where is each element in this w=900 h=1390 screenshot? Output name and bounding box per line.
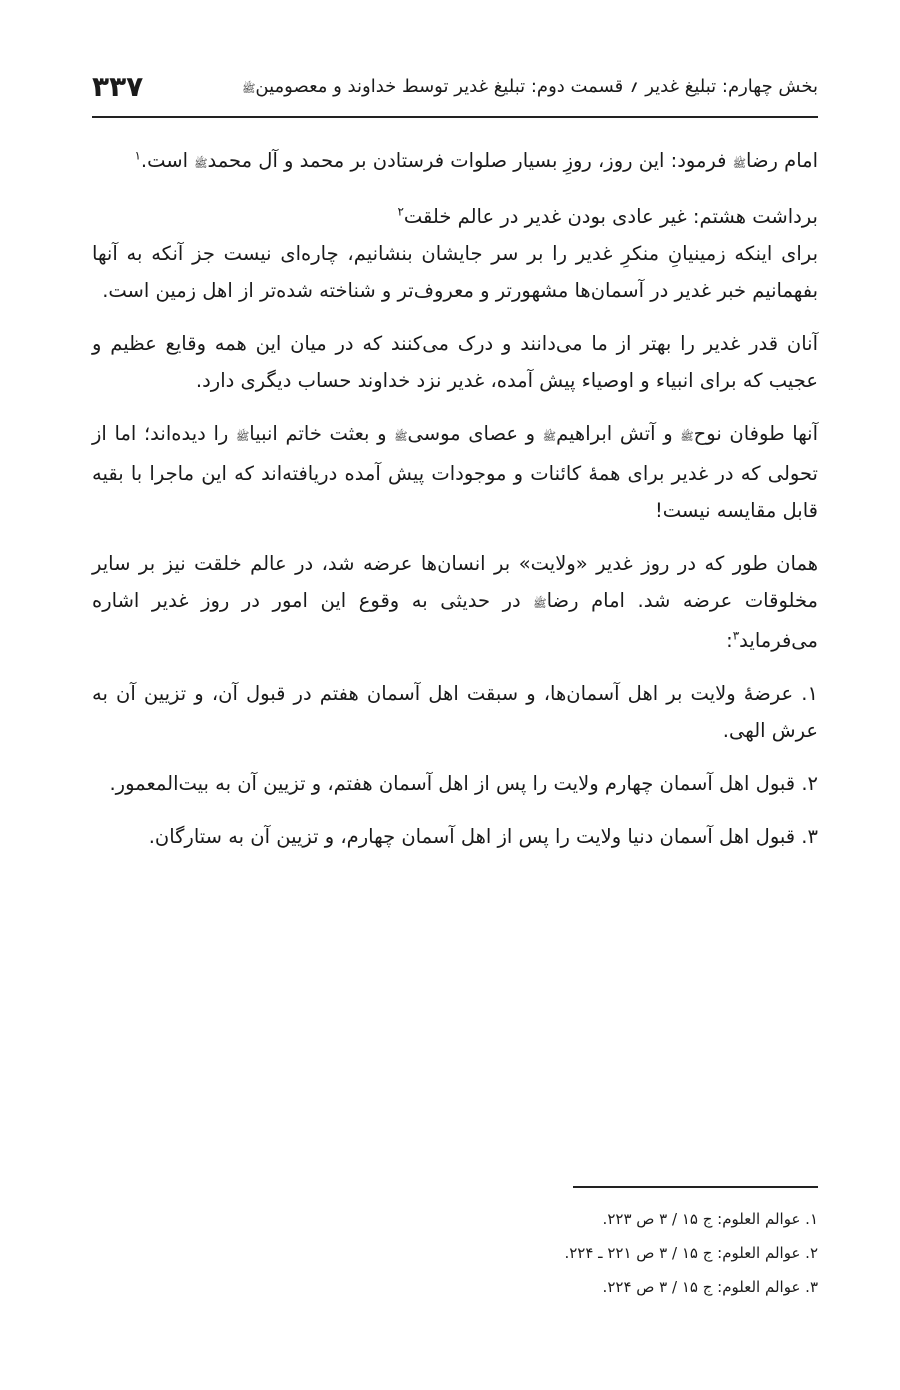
p4-text-b: و آتش ابراهیم — [556, 422, 673, 445]
honorific-symbol: ﷺ — [235, 430, 250, 443]
footnote-divider — [573, 1186, 818, 1188]
honorific-symbol: ﷺ — [242, 82, 256, 95]
honorific-symbol: ﷺ — [680, 430, 694, 443]
footnote-2: ۲. عوالم العلوم: ج ۱۵ / ۳ ص ۲۲۱ ـ ۲۲۴. — [564, 1244, 818, 1262]
p5-text-a: همان طور که در روز غدیر «ولایت» بر انسان‌ها عرضه شد، در عالم خلقت نیز بر سایر مخلوقات عرضه شد. امام رضا — [92, 552, 819, 612]
honorific-symbol: ﷺ — [542, 430, 557, 443]
p1-text-a: امام رضا — [746, 149, 818, 172]
p4-text-e: را دیده‌اند؛ اما از تحولی که در غدیر برای همهٔ کائنات و موجودات پیش آمده دریافته‌اند که این ماجرا با بقیه قابل مقایسه نیست! — [92, 422, 818, 522]
honorific-symbol: ﷺ — [533, 597, 547, 610]
p5-colon: : — [726, 629, 733, 652]
paragraph-4 — [92, 415, 818, 529]
p4-text-d: و بعثت خاتم انبیا — [249, 422, 387, 445]
list-item-3: ۳. قبول اهل آسمان دنیا ولایت را پس از اهل آسمان چهارم، و تزیین آن به ستارگان. — [148, 825, 818, 848]
heading-text: برداشت هشتم: غیر عادی بودن غدیر در عالم خلقت — [403, 205, 818, 228]
footnotes — [420, 1202, 818, 1304]
p4-text-c: و عصای موسی — [407, 422, 536, 445]
honorific-symbol: ﷺ — [732, 157, 746, 170]
footnote-3: ۳. عوالم العلوم: ج ۱۵ / ۳ ص ۲۲۴. — [602, 1278, 818, 1296]
main-text — [92, 142, 818, 855]
section-heading — [92, 198, 818, 235]
footnote-ref-2[interactable]: ۲ — [397, 204, 404, 219]
header-title-text: بخش چهارم: تبلیغ غدیر ؍ قسمت دوم: تبلیغ غدیر توسط خداوند و معصومین — [255, 76, 818, 97]
honorific-symbol: ﷺ — [394, 430, 408, 443]
paragraph-1 — [92, 142, 818, 182]
honorific-symbol: ﷺ — [194, 157, 208, 170]
p5-text-b: در حدیثی به وقوع این امور در روز غدیر اشاره می‌فرماید — [92, 589, 818, 652]
paragraph-2: برای اینکه زمینیانِ منکرِ غدیر را بر سر جایشان بنشانیم، چاره‌ای نیست جز آنکه به آنها بفهمانیم خبر غدیر در آسمان‌ها مشهورتر و معروف‌تر و شناخته شده‌تر از اهل زمین است. — [92, 242, 818, 302]
footnote-ref-1[interactable]: ۱ — [134, 148, 141, 163]
page-number: ۳۳۷ — [92, 70, 144, 103]
footnote-1: ۱. عوالم العلوم: ج ۱۵ / ۳ ص ۲۲۳. — [602, 1210, 818, 1228]
p1-text-c: است. — [140, 149, 189, 172]
header-divider — [92, 116, 818, 118]
paragraph-5 — [92, 545, 818, 659]
list-item-1: ۱. عرضهٔ ولایت بر اهل آسمان‌ها، و سبقت اهل آسمان هفتم در قبول آن، و تزیین آن به عرش الهی. — [92, 682, 818, 742]
list-item-2: ۲. قبول اهل آسمان چهارم ولایت را پس از اهل آسمان هفتم، و تزیین آن به بیت‌المعمور. — [109, 772, 818, 795]
running-header — [92, 62, 818, 114]
paragraph-3: آنان قدر غدیر را بهتر از ما می‌دانند و درک می‌کنند که در میان این همه وقایع عظیم و عجیب که برای انبیاء و اوصیاء پیش آمده، غدیر نزد خداوند حساب دیگری دارد. — [92, 332, 818, 392]
footnote-ref-3[interactable]: ۳ — [732, 628, 740, 643]
p1-text-b: فرمود: این روز، روزِ بسیار صلوات فرستادن بر محمد و آل محمد — [207, 149, 727, 172]
p4-text-a: آنها طوفان نوح — [693, 422, 819, 445]
header-title — [242, 76, 818, 98]
